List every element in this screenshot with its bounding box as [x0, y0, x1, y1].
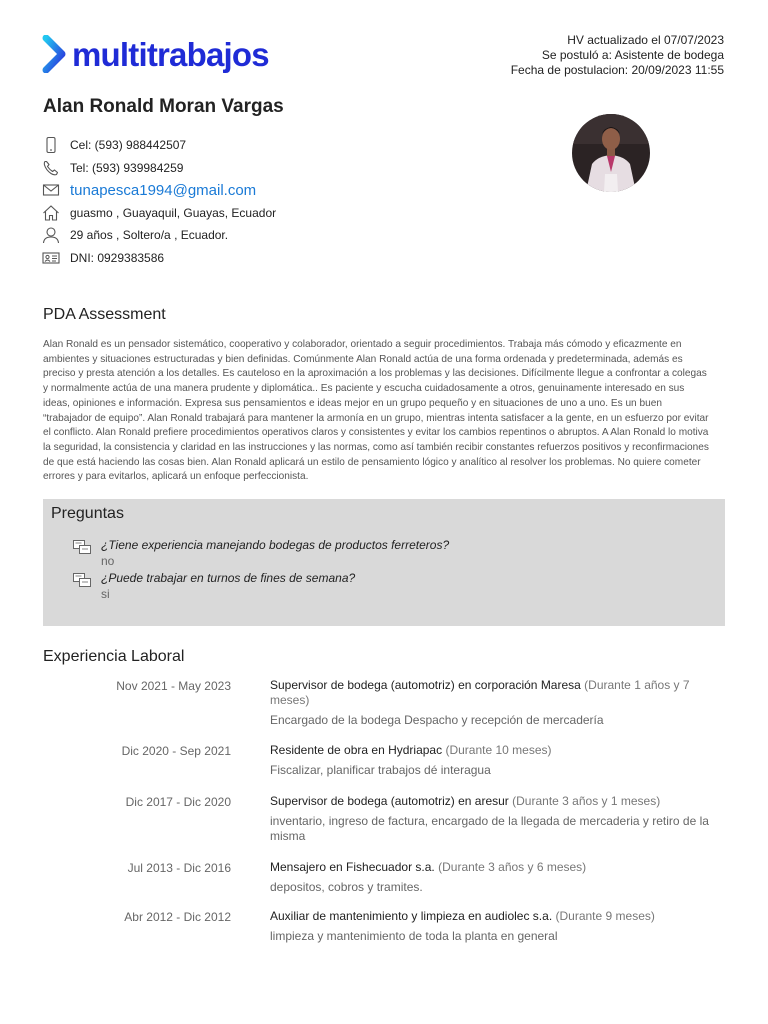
job-dates: Dic 2020 - Sep 2021: [121, 744, 231, 758]
candidate-photo-image: [572, 114, 650, 192]
dni-number: DNI: 0929383586: [70, 250, 165, 265]
mobile-number: Cel: (593) 988442507: [70, 138, 187, 153]
multitrabajos-logo: [42, 34, 269, 74]
person-icon: [42, 226, 60, 244]
updated-date: HV actualizado el 07/07/2023: [567, 33, 724, 47]
job-description: inventario, ingreso de factura, encargado de la llegada de mercaderia y retiro de la misma: [270, 814, 709, 843]
job-dates: Jul 2013 - Dic 2016: [127, 861, 231, 875]
question-answer: si: [101, 587, 110, 601]
job-duration: (Durante 10 meses): [445, 743, 552, 757]
job-details: [270, 678, 725, 728]
mobile-phone-icon: [42, 136, 60, 154]
job-details: [270, 860, 725, 895]
cv-metadata: [511, 33, 724, 78]
questions-panel: [43, 499, 725, 626]
job-description: depositos, cobros y tramites.: [270, 880, 423, 894]
job-description: Encargado de la bodega Despacho y recepción de mercadería: [270, 713, 604, 727]
job-title: Supervisor de bodega (automotriz) en aresur: [270, 794, 509, 808]
email-icon: [42, 181, 60, 199]
contact-dni: [42, 247, 276, 270]
contact-phone: [42, 157, 276, 180]
job-description: limpieza y mantenimiento de toda la planta en general: [270, 929, 558, 943]
job-duration: (Durante 3 años y 1 meses): [512, 794, 661, 808]
job-description: Fiscalizar, planificar trabajos dé interagua: [270, 763, 491, 777]
job-duration: (Durante 1 años y 7 meses): [270, 678, 690, 707]
logo-wordmark: multitrabajos: [72, 35, 269, 73]
job-details: [270, 743, 725, 778]
contact-email[interactable]: [42, 179, 276, 202]
pda-section-title: PDA Assessment: [43, 306, 166, 323]
job-duration: (Durante 9 meses): [555, 909, 655, 923]
id-card-icon: [42, 249, 60, 267]
home-icon: [42, 204, 60, 222]
job-details: [270, 794, 725, 844]
question-answer: no: [101, 554, 115, 568]
personal-info: 29 años , Soltero/a , Ecuador.: [70, 228, 229, 243]
multitrabajos-logo-icon: [42, 35, 68, 73]
job-dates: Dic 2017 - Dic 2020: [125, 795, 231, 809]
job-duration: (Durante 3 años y 6 meses): [438, 860, 587, 874]
job-title: Supervisor de bodega (automotriz) en corporación Maresa: [270, 678, 581, 692]
experience-section-title: Experiencia Laboral: [43, 648, 185, 665]
job-dates: Nov 2021 - May 2023: [116, 679, 231, 693]
question-text: ¿Tiene experiencia manejando bodegas de productos ferreteros?: [101, 538, 450, 552]
address: guasmo , Guayaquil, Guayas, Ecuador: [70, 205, 277, 220]
job-title: Auxiliar de mantenimiento y limpieza en audiolec s.a.: [270, 909, 553, 923]
applied-position: Se postuló a: Asistente de bodega: [541, 48, 724, 62]
phone-number: Tel: (593) 939984259: [70, 160, 184, 175]
phone-icon: [42, 159, 60, 177]
contact-mobile: [42, 134, 276, 157]
contact-list: [42, 134, 276, 269]
pda-description: Alan Ronald es un pensador sistemático, cooperativo y colaborador, orientado a seguir procedimientos. Trabaja más cómodo y eficazmente en ambientes y situaciones estructuradas y bien definidas. Comúnmente Alan Ronald actúa de una forma ordenada y predeterminada, además es preciso y presta atención a los detalles. Es cauteloso en la aproximación a los problemas y las decisiones. Difícilmente llegue a confrontar a colegas y normalmente actúa de una manera prudente y diplomática.. Es paciente y escucha cuidadosamente a otros, genuinamente interesado en sus ideas, opiniones e información. Expresa sus pensamientos e ideas mejor en un grupo pequeño y en situaciones de uno a uno. Es un buen “trabajador de equipo”. Alan Ronald trabajará para mantener la armonía en un grupo, mientras intenta satisfacer a la gente, en un esfuerzo por evitar el conflicto. Alan Ronald prefiere procedimientos operativos claros y consistentes y evitar los cambios repentinos o abruptos. A Alan Ronald lo motiva la seguridad, la consistencia y claridad en las instrucciones y las normas, como así también recibir constantes refuerzos positivos y reconfirmaciones de que está haciendo las cosas bien. Alan Ronald aplicará un estilo de pensamiento lógico y analítico al resolver los problemas. No quiere cometer errores y para evitarlos, aplicará un enfoque perfeccionista.: [43, 339, 709, 483]
questions-title: Preguntas: [51, 505, 124, 522]
contact-personal: [42, 224, 276, 247]
job-title: Mensajero en Fishecuador s.a.: [270, 860, 435, 874]
question-text: ¿Puede trabajar en turnos de fines de semana?: [101, 571, 356, 585]
application-date: Fecha de postulacion: 20/09/2023 11:55: [510, 63, 724, 77]
job-dates: Abr 2012 - Dic 2012: [124, 910, 231, 924]
question-icon: [73, 540, 91, 554]
candidate-photo: [572, 114, 650, 192]
question-icon: [73, 573, 91, 587]
candidate-name: Alan Ronald Moran Vargas: [43, 96, 284, 117]
job-title: Residente de obra en Hydriapac: [270, 743, 443, 757]
contact-address: [42, 202, 276, 225]
job-details: [270, 909, 725, 944]
email-link[interactable]: tunapesca1994@gmail.com: [70, 181, 257, 199]
